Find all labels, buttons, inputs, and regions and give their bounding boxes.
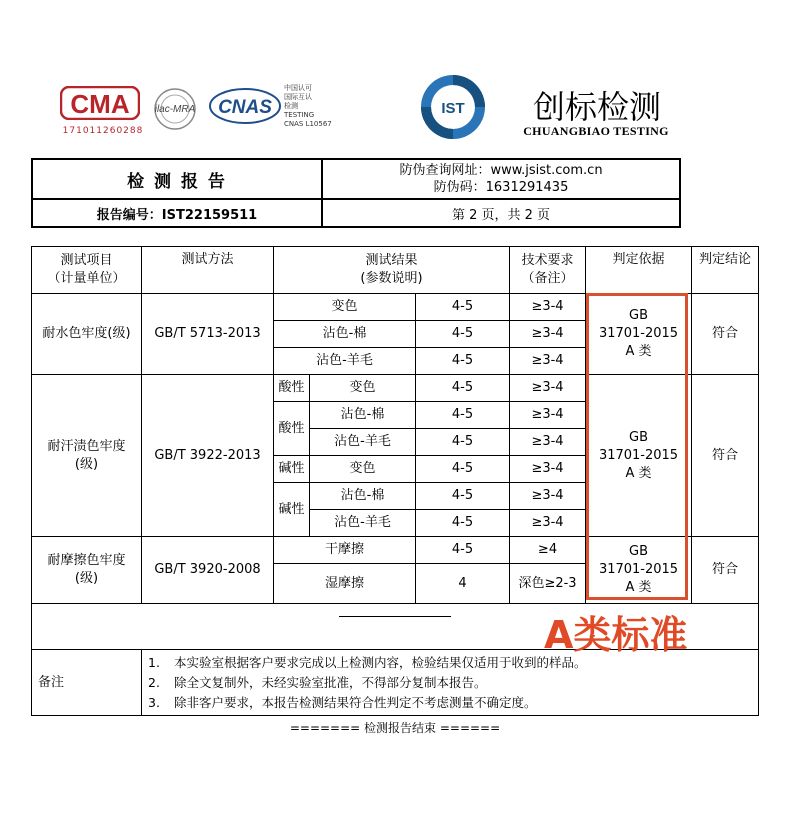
svg-text:ilac-MRA: ilac-MRA bbox=[154, 104, 196, 115]
brand-name-cn: 创标检测 bbox=[532, 88, 661, 126]
result-value: 4-5 bbox=[416, 510, 510, 537]
result-param: 沾色-羊毛 bbox=[274, 348, 416, 375]
cma-number: 171011260288 bbox=[62, 126, 144, 136]
rub-basis: GB 31701-2015 A 类 bbox=[586, 537, 692, 604]
result-requirement: ≥3-4 bbox=[510, 483, 586, 510]
header-requirement: 技术要求 （备注） bbox=[510, 247, 586, 294]
header-conclusion: 判定结论 bbox=[692, 247, 759, 294]
result-value: 4-5 bbox=[416, 294, 510, 321]
water-item: 耐水色牢度(级) bbox=[32, 294, 142, 375]
remark-item: 2. 除全文复制外，未经实验室批准，不得部分复制本报告。 bbox=[148, 674, 487, 690]
result-requirement: ≥3-4 bbox=[510, 375, 586, 402]
brand-name-en: CHUANGBIAO TESTING bbox=[523, 124, 669, 138]
header-item: 测试项目 （计量单位） bbox=[32, 247, 142, 294]
result-param: 干摩擦 bbox=[274, 537, 416, 564]
remark-item: 1. 本实验室根据客户要求完成以上检测内容，检验结果仅适用于收到的样品。 bbox=[148, 654, 587, 670]
page-info: 第 2 页，共 2 页 bbox=[322, 199, 680, 227]
acid-label: 酸性 bbox=[274, 402, 310, 456]
result-requirement: ≥3-4 bbox=[510, 456, 586, 483]
cnas-line: CNAS L10567 bbox=[284, 120, 332, 128]
ist-logo bbox=[418, 72, 488, 142]
result-value: 4-5 bbox=[416, 321, 510, 348]
sweat-method: GB/T 3922-2013 bbox=[142, 375, 274, 537]
svg-text:CMA: CMA bbox=[70, 89, 130, 119]
alkali-label: 碱性 bbox=[274, 483, 310, 537]
report-title: 检 测 报 告 bbox=[32, 159, 322, 199]
cnas-accreditation-text bbox=[284, 84, 344, 129]
verify-site: 防伪查询网址：www.jsist.com.cn bbox=[399, 163, 603, 178]
result-value: 4-5 bbox=[416, 348, 510, 375]
report-end-line: ======= 检测报告结束 ====== bbox=[289, 721, 501, 735]
sweat-basis: GB 31701-2015 A 类 bbox=[586, 375, 692, 537]
acid-label: 酸性 bbox=[274, 375, 310, 402]
signature-line bbox=[339, 616, 451, 617]
result-requirement: ≥3-4 bbox=[510, 402, 586, 429]
report-number: 报告编号：IST22159511 bbox=[32, 199, 322, 227]
remark-item: 3. 除非客户要求，本报告检测结果符合性判定不考虑测量不确定度。 bbox=[148, 694, 537, 710]
remarks-row bbox=[32, 650, 759, 716]
cnas-line: 中国认可 bbox=[284, 84, 312, 92]
header-result: 测试结果 (参数说明) bbox=[274, 247, 510, 294]
svg-text:CNAS: CNAS bbox=[218, 97, 272, 118]
remarks-label: 备注 bbox=[32, 650, 142, 716]
result-value: 4-5 bbox=[416, 537, 510, 564]
result-param: 湿摩擦 bbox=[274, 564, 416, 604]
rub-item: 耐摩擦色牢度 (级) bbox=[32, 537, 142, 604]
sweat-conclusion: 符合 bbox=[692, 375, 759, 537]
table-header-row bbox=[32, 247, 759, 294]
report-header-table bbox=[31, 158, 681, 228]
result-value: 4-5 bbox=[416, 483, 510, 510]
result-requirement: ≥3-4 bbox=[510, 294, 586, 321]
result-param: 变色 bbox=[274, 294, 416, 321]
remarks-list bbox=[142, 650, 759, 716]
water-basis: GB 31701-2015 A 类 bbox=[586, 294, 692, 375]
header-method: 测试方法 bbox=[142, 247, 274, 294]
rub-conclusion: 符合 bbox=[692, 537, 759, 604]
result-requirement: ≥3-4 bbox=[510, 321, 586, 348]
sweat-item: 耐汗渍色牢度 (级) bbox=[32, 375, 142, 537]
result-value: 4-5 bbox=[416, 456, 510, 483]
result-value: 4-5 bbox=[416, 375, 510, 402]
ilac-mra-logo bbox=[148, 86, 202, 132]
result-param: 沾色-棉 bbox=[310, 483, 416, 510]
result-param: 沾色-棉 bbox=[310, 402, 416, 429]
verify-code: 防伪码：1631291435 bbox=[433, 180, 569, 195]
result-param: 变色 bbox=[310, 456, 416, 483]
result-param: 变色 bbox=[310, 375, 416, 402]
alkali-label: 碱性 bbox=[274, 456, 310, 483]
cnas-line: 国际互认 bbox=[284, 93, 312, 101]
result-value: 4-5 bbox=[416, 402, 510, 429]
water-conclusion: 符合 bbox=[692, 294, 759, 375]
result-requirement: ≥3-4 bbox=[510, 348, 586, 375]
cma-logo bbox=[60, 86, 140, 120]
cnas-logo bbox=[208, 86, 282, 126]
header-basis: 判定依据 bbox=[586, 247, 692, 294]
cnas-line: TESTING bbox=[284, 111, 315, 119]
result-param: 沾色-羊毛 bbox=[310, 510, 416, 537]
verification-info bbox=[322, 159, 680, 199]
result-requirement: ≥4 bbox=[510, 537, 586, 564]
result-param: 沾色-棉 bbox=[274, 321, 416, 348]
result-value: 4 bbox=[416, 564, 510, 604]
result-value: 4-5 bbox=[416, 429, 510, 456]
rub-method: GB/T 3920-2008 bbox=[142, 537, 274, 604]
result-requirement: ≥3-4 bbox=[510, 510, 586, 537]
water-method: GB/T 5713-2013 bbox=[142, 294, 274, 375]
result-requirement: 深色≥2-3 bbox=[510, 564, 586, 604]
result-param: 沾色-羊毛 bbox=[310, 429, 416, 456]
highlight-box bbox=[586, 293, 688, 600]
a-class-stamp: A类标准 bbox=[544, 613, 688, 657]
result-requirement: ≥3-4 bbox=[510, 429, 586, 456]
ist-logo-text: IST bbox=[441, 100, 465, 117]
cnas-line: 检测 bbox=[284, 102, 298, 110]
